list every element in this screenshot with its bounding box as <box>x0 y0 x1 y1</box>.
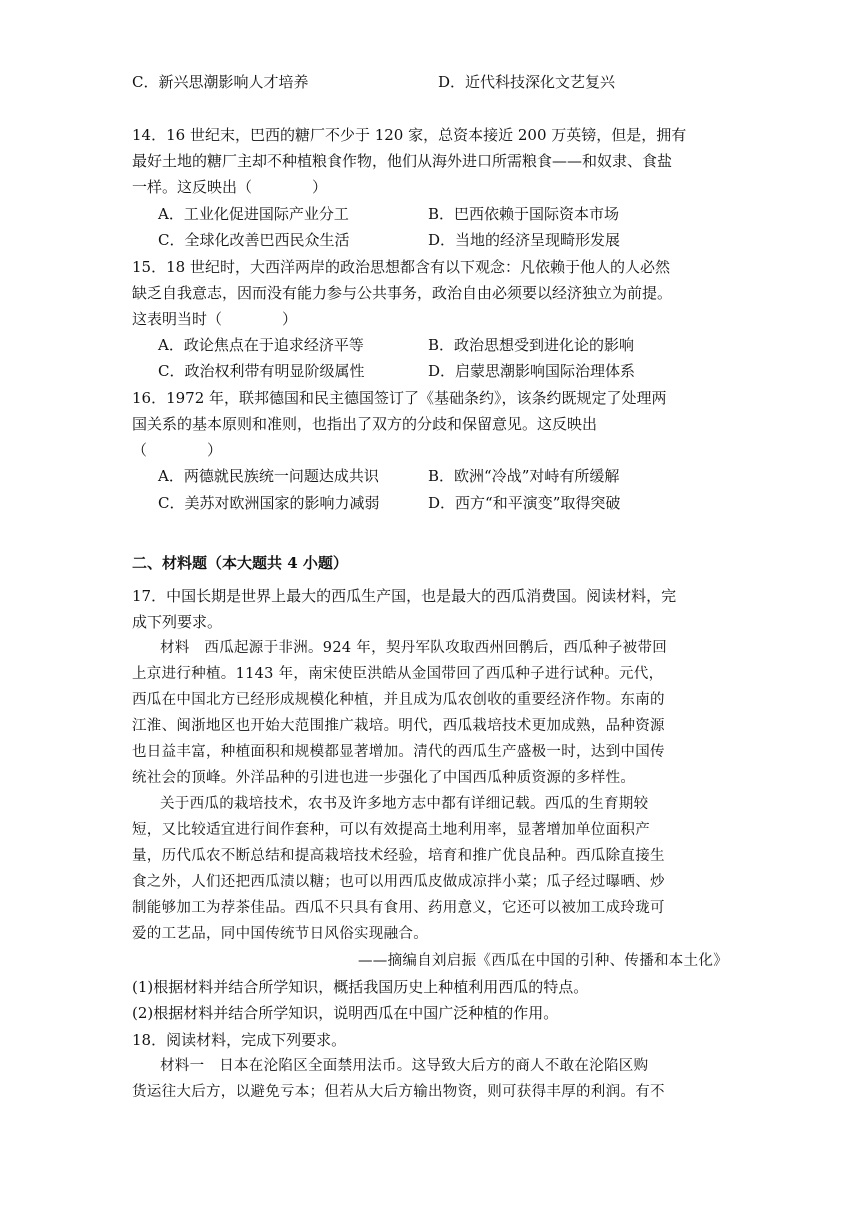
q16-line-1: 16．1972 年，联邦德国和民主德国签订了《基础条约》，该条约既规定了处理两 <box>132 389 667 407</box>
q14-option-c: C．全球化改善巴西民众生活 <box>158 231 350 249</box>
q17-material-line: 统社会的顶峰。外洋品种的引进也进一步强化了中国西瓜种质资源的多样性。 <box>132 770 636 786</box>
q17-requirement-2: (2)根据材料并结合所学知识，说明西瓜在中国广泛种植的作用。 <box>132 1004 559 1022</box>
q17-material-line: 爱的工艺品，同中国传统节日风俗实现融合。 <box>132 926 428 942</box>
q17-material-line: 材料 西瓜起源于非洲。924 年，契丹军队攻取西州回鹘后，西瓜种子被带回 <box>160 640 668 656</box>
q16-line-3: （ ） <box>132 441 223 459</box>
q17-line-1: 17．中国长期是世界上最大的西瓜生产国，也是最大的西瓜消费国。阅读材料，完 <box>132 587 677 605</box>
q17-material-line: 量，历代瓜农不断总结和提高栽培技术经验，培育和推广优良品种。西瓜除直接生 <box>132 848 665 864</box>
option-d: D．近代科技深化文艺复兴 <box>438 73 616 91</box>
q17-material-line: 上京进行种植。1143 年，南宋使臣洪皓从金国带回了西瓜种子进行试种。元代， <box>132 666 664 682</box>
q18-line-1: 18．阅读材料，完成下列要求。 <box>132 1031 347 1049</box>
q14-option-b: B．巴西依赖于国际资本市场 <box>428 205 620 223</box>
q15-line-2: 缺乏自我意志，因而没有能力参与公共事务，政治自由必须要以经济独立为前提。 <box>132 284 673 302</box>
q17-material-line: 制能够加工为荐茶佳品。西瓜不只具有食用、药用意义，它还可以被加工成玲珑可 <box>132 900 665 916</box>
q17-material-line: 短，又比较适宜进行间作套种，可以有效提高土地利用率，显著增加单位面积产 <box>132 822 650 838</box>
q15-option-c: C．政治权利带有明显阶级属性 <box>158 362 365 380</box>
q17-line-2: 成下列要求。 <box>132 613 223 631</box>
q17-source: ——摘编自刘启振《西瓜在中国的引种、传播和本土化》 <box>358 953 728 969</box>
q14-line-2: 最好土地的糖厂主却不种植粮食作物，他们从海外进口所需粮食——和奴隶、食盐 <box>132 152 673 170</box>
q17-material-line: 食之外，人们还把西瓜渍以糖；也可以用西瓜皮做成凉拌小菜；瓜子经过曝晒、炒 <box>132 874 665 890</box>
q17-material-line: 也日益丰富，种植面积和规模都显著增加。清代的西瓜生产盛极一时，达到中国传 <box>132 744 665 760</box>
q15-line-1: 15．18 世纪时，大西洋两岸的政治思想都含有以下观念：凡依赖于他人的人必然 <box>132 258 670 276</box>
q16-option-d: D．西方“和平演变”取得突破 <box>428 494 621 512</box>
q16-option-a: A．两德就民族统一问题达成共识 <box>158 467 379 485</box>
q18-material-line: 货运往大后方，以避免亏本；但若从大后方输出物资，则可获得丰厚的利润。有不 <box>132 1084 665 1100</box>
q14-line-3: 一样。这反映出（ ） <box>132 178 328 196</box>
q17-material-line: 江淮、闽浙地区也开始大范围推广栽培。明代，西瓜栽培技术更加成熟，品种资源 <box>132 718 665 734</box>
q16-option-c: C．美苏对欧洲国家的影响力减弱 <box>158 494 380 512</box>
q15-line-3: 这表明当时（ ） <box>132 310 298 328</box>
q17-requirement-1: (1)根据材料并结合所学知识，概括我国历史上种植利用西瓜的特点。 <box>132 978 589 996</box>
q14-option-d: D．当地的经济呈现畸形发展 <box>428 231 621 249</box>
q16-line-2: 国关系的基本原则和准则，也指出了双方的分歧和保留意见。这反映出 <box>132 415 598 433</box>
q17-material-line: 关于西瓜的栽培技术，农书及许多地方志中都有详细记载。西瓜的生育期较 <box>160 796 649 812</box>
option-c: C．新兴思潮影响人才培养 <box>132 73 309 91</box>
q17-material-line: 西瓜在中国北方已经形成规模化种植，并且成为瓜农创收的重要经济作物。东南的 <box>132 692 665 708</box>
q15-option-b: B．政治思想受到进化论的影响 <box>428 336 635 354</box>
q18-material-line: 材料一 日本在沦陷区全面禁用法币。这导致大后方的商人不敢在沦陷区购 <box>160 1058 649 1074</box>
q16-option-b: B．欧洲“冷战”对峙有所缓解 <box>428 467 620 485</box>
section-heading: 二、材料题（本大题共 4 小题） <box>132 554 348 572</box>
q14-line-1: 14．16 世纪末，巴西的糖厂不少于 120 家，总资本接近 200 万英镑，但是，拥有 <box>132 126 687 144</box>
q15-option-a: A．政论焦点在于追求经济平等 <box>158 336 364 354</box>
q15-option-d: D．启蒙思潮影响国际治理体系 <box>428 362 636 380</box>
q14-option-a: A．工业化促进国际产业分工 <box>158 205 349 223</box>
